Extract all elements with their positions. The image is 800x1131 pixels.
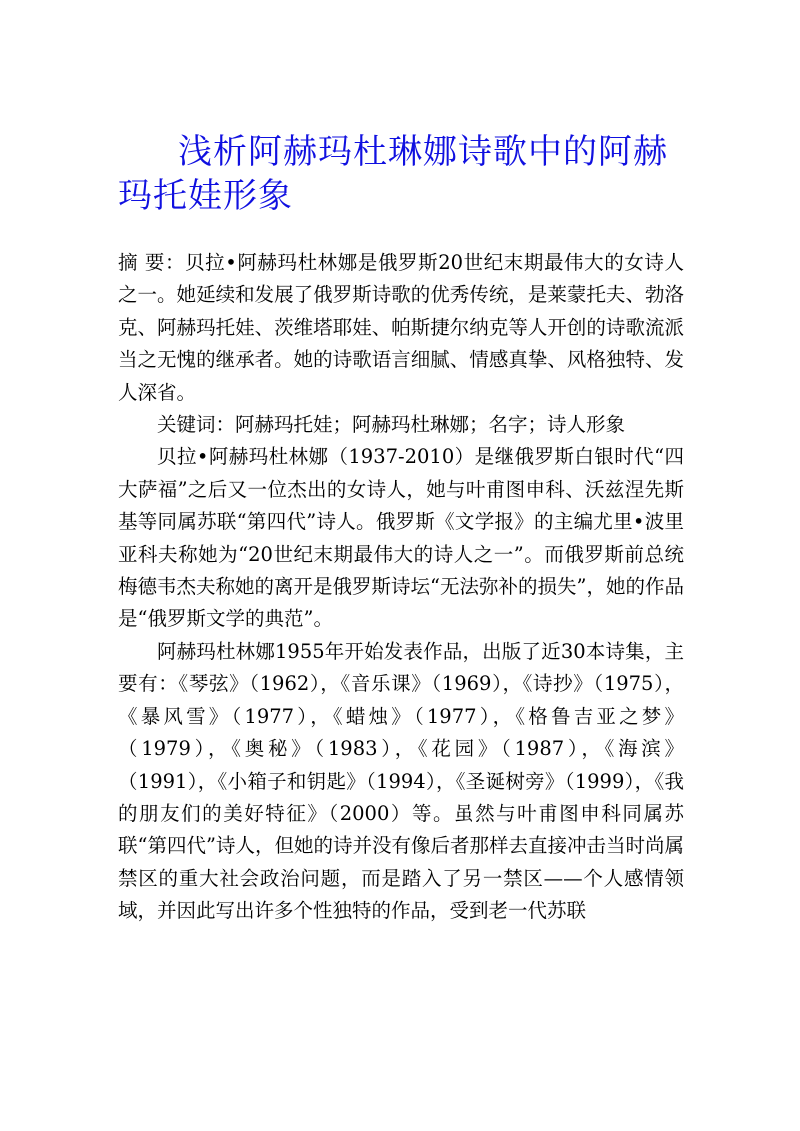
document-title: 浅析阿赫玛杜琳娜诗歌中的阿赫玛托娃形象	[118, 132, 668, 216]
document-body	[118, 247, 684, 928]
keywords-line: 关键词：阿赫玛托娃；阿赫玛杜琳娜；名字；诗人形象	[157, 413, 626, 437]
abstract-text: 贝拉•阿赫玛杜林娜是俄罗斯20世纪末期最伟大的女诗人之一。她延续和发展了俄罗斯诗歌的优秀传统，是莱蒙托夫、勃洛克、阿赫玛托娃、茨维塔耶娃、帕斯捷尔纳克等人开创的诗歌流派当之无愧的继承者。她的诗歌语言细腻、情感真挚、风格独特、发人深省。	[118, 251, 684, 404]
body-paragraph-2: 阿赫玛杜林娜1955年开始发表作品，出版了近30本诗集，主要有：《琴弦》（1962），《音乐课》（1969），《诗抄》（1975），《暴风雪》（1977），《蜡烛》（1977），《格鲁吉亚之梦》（1979），《奥秘》（1983），《花园》（1987），《海滨》（1991），《小箱子和钥匙》（1994），《圣诞树旁》（1999），《我的朋友们的美好特征》（2000）等。虽然与叶甫图申科同属苏联“第四代”诗人，但她的诗并没有像后者那样去直接冲击当时尚属禁区的重大社会政治问题，而是踏入了另一禁区——个人感情领域，并因此写出许多个性独特的作品，受到老一代苏联	[118, 639, 684, 923]
abstract-label: 摘 要：	[118, 251, 186, 274]
abstract-paragraph	[118, 247, 684, 409]
body-paragraph-1: 贝拉•阿赫玛杜林娜（1937-2010）是继俄罗斯白银时代“四大萨福”之后又一位杰出的女诗人，她与叶甫图申科、沃兹涅先斯基等同属苏联“第四代”诗人。俄罗斯《文学报》的主编尤里•波里亚科夫称她为“20世纪末期最伟大的诗人之一”。而俄罗斯前总统梅德韦杰夫称她的离开是俄罗斯诗坛“无法弥补的损失”，她的作品是“俄罗斯文学的典范”。	[118, 445, 684, 631]
